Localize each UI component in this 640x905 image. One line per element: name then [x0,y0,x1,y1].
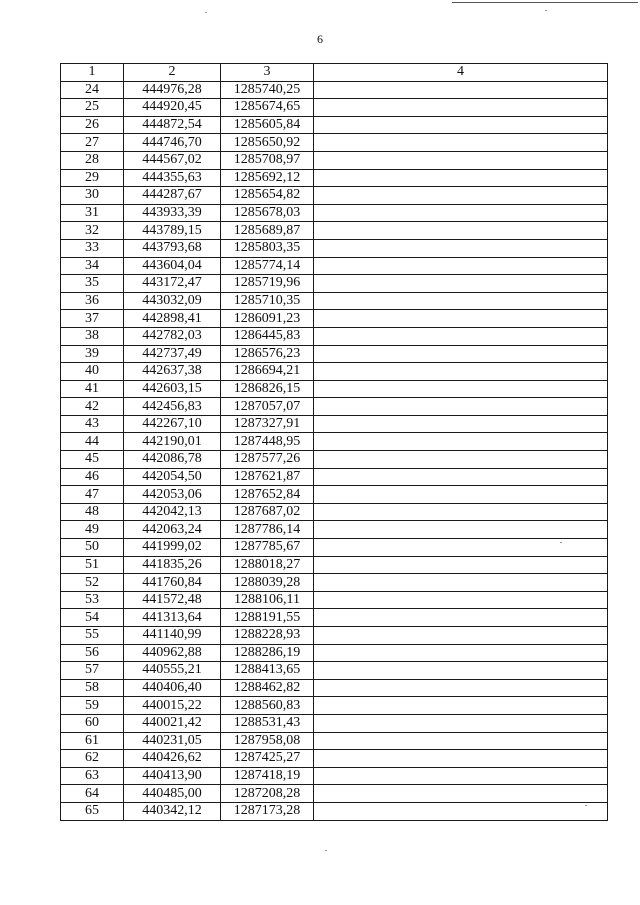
cell-notes [314,503,608,521]
cell-notes [314,187,608,205]
cell-y: 1287173,28 [221,802,314,820]
cell-y: 1286091,23 [221,310,314,328]
table-row [61,574,608,592]
column-header-y: 3 [221,64,314,82]
cell-y: 1285774,14 [221,257,314,275]
cell-x: 444355,63 [124,169,221,187]
cell-point-number: 28 [61,151,124,169]
cell-x: 440413,90 [124,767,221,785]
cell-x: 442898,41 [124,310,221,328]
cell-point-number: 52 [61,574,124,592]
cell-notes [314,116,608,134]
cell-notes [314,310,608,328]
cell-y: 1287208,28 [221,785,314,803]
cell-notes [314,415,608,433]
table-row [61,750,608,768]
table-row [61,433,608,451]
cell-point-number: 57 [61,662,124,680]
cell-point-number: 33 [61,239,124,257]
table-row [61,802,608,820]
table-row [61,169,608,187]
coordinates-table [60,63,608,821]
scan-speck [560,542,562,543]
cell-y: 1288039,28 [221,574,314,592]
cell-point-number: 26 [61,116,124,134]
cell-point-number: 40 [61,363,124,381]
table-row [61,99,608,117]
cell-notes [314,345,608,363]
cell-x: 440406,40 [124,679,221,697]
cell-point-number: 61 [61,732,124,750]
table-row [61,187,608,205]
cell-notes [314,521,608,539]
cell-x: 442782,03 [124,327,221,345]
cell-notes [314,767,608,785]
table-row [61,697,608,715]
cell-point-number: 50 [61,539,124,557]
cell-x: 441313,64 [124,609,221,627]
scan-top-rule [452,2,638,3]
cell-x: 441140,99 [124,627,221,645]
cell-notes [314,380,608,398]
cell-point-number: 37 [61,310,124,328]
cell-x: 442267,10 [124,415,221,433]
cell-point-number: 42 [61,398,124,416]
cell-point-number: 43 [61,415,124,433]
cell-y: 1287785,67 [221,539,314,557]
table-row [61,662,608,680]
cell-notes [314,679,608,697]
table-row [61,239,608,257]
cell-point-number: 29 [61,169,124,187]
cell-point-number: 24 [61,81,124,99]
table-row [61,204,608,222]
cell-x: 442603,15 [124,380,221,398]
table-row [61,380,608,398]
cell-y: 1288106,11 [221,591,314,609]
cell-notes [314,433,608,451]
cell-notes [314,239,608,257]
cell-point-number: 54 [61,609,124,627]
cell-x: 443793,68 [124,239,221,257]
table-row [61,503,608,521]
cell-y: 1285650,92 [221,134,314,152]
cell-y: 1285708,97 [221,151,314,169]
cell-x: 442063,24 [124,521,221,539]
cell-x: 440342,12 [124,802,221,820]
cell-notes [314,275,608,293]
page-number: 6 [317,32,323,46]
cell-notes [314,204,608,222]
table-row [61,468,608,486]
cell-x: 443032,09 [124,292,221,310]
cell-notes [314,714,608,732]
cell-notes [314,627,608,645]
cell-notes [314,556,608,574]
cell-point-number: 32 [61,222,124,240]
cell-x: 442737,49 [124,345,221,363]
cell-y: 1286445,83 [221,327,314,345]
cell-point-number: 46 [61,468,124,486]
cell-y: 1288560,83 [221,697,314,715]
cell-y: 1287327,91 [221,415,314,433]
cell-x: 444872,54 [124,116,221,134]
column-header-point-number: 1 [61,64,124,82]
cell-x: 443789,15 [124,222,221,240]
cell-notes [314,785,608,803]
cell-y: 1285740,25 [221,81,314,99]
scan-speck [205,12,207,13]
cell-x: 442637,38 [124,363,221,381]
cell-x: 441760,84 [124,574,221,592]
scan-speck [585,805,587,806]
cell-point-number: 62 [61,750,124,768]
cell-y: 1288018,27 [221,556,314,574]
table-row [61,644,608,662]
cell-x: 442053,06 [124,486,221,504]
cell-x: 444287,67 [124,187,221,205]
cell-point-number: 48 [61,503,124,521]
cell-x: 440426,62 [124,750,221,768]
cell-point-number: 34 [61,257,124,275]
cell-x: 442190,01 [124,433,221,451]
cell-point-number: 31 [61,204,124,222]
table-row [61,785,608,803]
cell-x: 444976,28 [124,81,221,99]
cell-y: 1285654,82 [221,187,314,205]
cell-y: 1287786,14 [221,521,314,539]
cell-point-number: 58 [61,679,124,697]
cell-y: 1285710,35 [221,292,314,310]
cell-x: 444567,02 [124,151,221,169]
cell-y: 1287448,95 [221,433,314,451]
cell-point-number: 39 [61,345,124,363]
cell-y: 1288531,43 [221,714,314,732]
cell-notes [314,99,608,117]
table-row [61,767,608,785]
cell-y: 1285605,84 [221,116,314,134]
cell-x: 440962,88 [124,644,221,662]
cell-point-number: 41 [61,380,124,398]
cell-x: 442086,78 [124,451,221,469]
table-row [61,275,608,293]
cell-x: 442054,50 [124,468,221,486]
table-row [61,521,608,539]
table-row [61,222,608,240]
table-row [61,732,608,750]
cell-point-number: 55 [61,627,124,645]
table-row [61,134,608,152]
table-row [61,627,608,645]
cell-point-number: 44 [61,433,124,451]
cell-y: 1288228,93 [221,627,314,645]
cell-point-number: 49 [61,521,124,539]
cell-x: 441999,02 [124,539,221,557]
table-row [61,714,608,732]
cell-notes [314,591,608,609]
table-header-row [61,64,608,82]
cell-y: 1285689,87 [221,222,314,240]
cell-y: 1286826,15 [221,380,314,398]
cell-notes [314,151,608,169]
cell-y: 1288413,65 [221,662,314,680]
cell-notes [314,574,608,592]
cell-point-number: 51 [61,556,124,574]
table-row [61,257,608,275]
cell-notes [314,169,608,187]
column-header-notes: 4 [314,64,608,82]
cell-point-number: 56 [61,644,124,662]
table-row [61,116,608,134]
cell-y: 1287057,07 [221,398,314,416]
cell-notes [314,750,608,768]
cell-y: 1285674,65 [221,99,314,117]
cell-y: 1286694,21 [221,363,314,381]
cell-y: 1285678,03 [221,204,314,222]
cell-y: 1287425,27 [221,750,314,768]
cell-x: 443604,04 [124,257,221,275]
cell-point-number: 35 [61,275,124,293]
column-header-x: 2 [124,64,221,82]
table-row [61,327,608,345]
cell-x: 440555,21 [124,662,221,680]
scan-speck [545,10,547,11]
cell-point-number: 36 [61,292,124,310]
cell-x: 440021,42 [124,714,221,732]
cell-point-number: 30 [61,187,124,205]
table-body [61,81,608,820]
cell-y: 1287418,19 [221,767,314,785]
cell-x: 442042,13 [124,503,221,521]
table-row [61,81,608,99]
cell-point-number: 45 [61,451,124,469]
cell-y: 1285692,12 [221,169,314,187]
cell-point-number: 27 [61,134,124,152]
cell-notes [314,257,608,275]
cell-x: 441572,48 [124,591,221,609]
table-row [61,556,608,574]
cell-point-number: 60 [61,714,124,732]
cell-notes [314,486,608,504]
cell-x: 443933,39 [124,204,221,222]
cell-point-number: 25 [61,99,124,117]
cell-notes [314,451,608,469]
table-row [61,609,608,627]
cell-notes [314,222,608,240]
cell-x: 444746,70 [124,134,221,152]
scan-speck [325,850,327,851]
table-row [61,415,608,433]
cell-y: 1287621,87 [221,468,314,486]
cell-y: 1287687,02 [221,503,314,521]
cell-notes [314,81,608,99]
cell-point-number: 63 [61,767,124,785]
table-row [61,363,608,381]
cell-y: 1286576,23 [221,345,314,363]
cell-x: 440015,22 [124,697,221,715]
cell-y: 1287958,08 [221,732,314,750]
table-row [61,679,608,697]
cell-y: 1285803,35 [221,239,314,257]
cell-notes [314,398,608,416]
table-row [61,345,608,363]
cell-notes [314,697,608,715]
table-row [61,539,608,557]
cell-x: 441835,26 [124,556,221,574]
cell-y: 1285719,96 [221,275,314,293]
cell-x: 440231,05 [124,732,221,750]
cell-point-number: 59 [61,697,124,715]
cell-notes [314,662,608,680]
cell-y: 1287652,84 [221,486,314,504]
cell-x: 440485,00 [124,785,221,803]
cell-point-number: 65 [61,802,124,820]
table-row [61,451,608,469]
cell-x: 442456,83 [124,398,221,416]
cell-point-number: 53 [61,591,124,609]
table-row [61,486,608,504]
cell-notes [314,363,608,381]
table-row [61,591,608,609]
cell-y: 1287577,26 [221,451,314,469]
cell-notes [314,802,608,820]
cell-notes [314,292,608,310]
cell-notes [314,468,608,486]
cell-notes [314,644,608,662]
cell-x: 444920,45 [124,99,221,117]
cell-notes [314,134,608,152]
cell-x: 443172,47 [124,275,221,293]
cell-notes [314,609,608,627]
cell-y: 1288191,55 [221,609,314,627]
cell-y: 1288286,19 [221,644,314,662]
cell-y: 1288462,82 [221,679,314,697]
cell-point-number: 64 [61,785,124,803]
cell-point-number: 47 [61,486,124,504]
table-row [61,398,608,416]
table-row [61,310,608,328]
cell-notes [314,327,608,345]
table-row [61,151,608,169]
cell-notes [314,732,608,750]
cell-point-number: 38 [61,327,124,345]
table-row [61,292,608,310]
cell-notes [314,539,608,557]
